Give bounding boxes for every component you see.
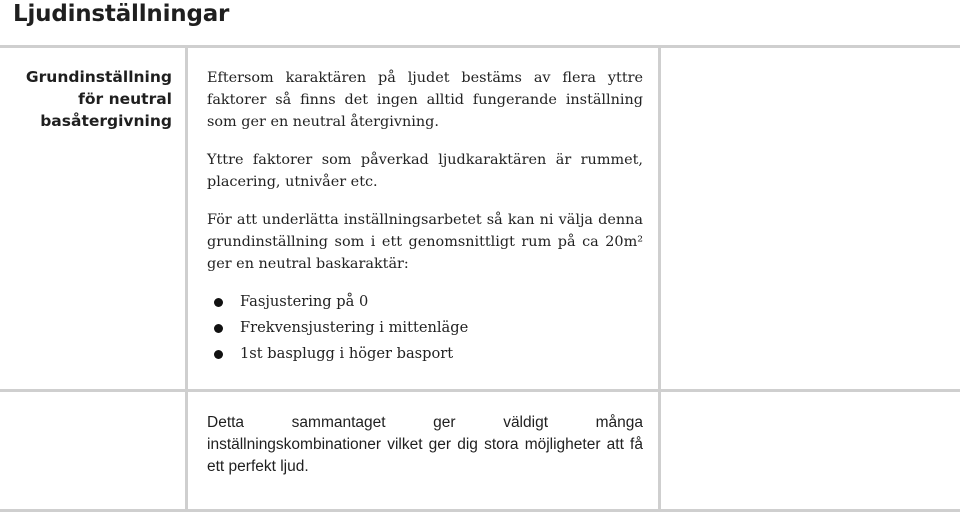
section-content <box>207 67 643 367</box>
summary-column-divider-right <box>658 389 661 511</box>
bullet-icon <box>214 298 223 307</box>
bullet-icon <box>214 350 223 359</box>
table-column-divider <box>185 45 188 390</box>
table-top-rule <box>0 45 960 48</box>
section-heading: Grundinställning för neutral basåtergivning <box>25 68 172 130</box>
list-item-text: Frekvensjustering i mittenläge <box>240 319 469 336</box>
summary-paragraph: Detta sammantaget ger väldigt många inställningskombinationer vilket ger dig stora möjligheter att få ett perfekt ljud. <box>207 414 643 475</box>
settings-list <box>207 289 643 367</box>
list-item-text: 1st basplugg i höger basport <box>240 345 454 362</box>
table-bottom-rule <box>0 509 960 512</box>
page-title: Ljudinställningar <box>13 1 230 27</box>
list-item <box>207 315 643 341</box>
table-middle-rule <box>0 389 960 392</box>
bullet-icon <box>214 324 223 333</box>
recommendation-paragraph: För att underlätta inställningsarbetet så kan ni välja denna grundinställning som i ett genomsnittligt rum på ca 20m² ger en neutral baskaraktär: <box>207 212 643 272</box>
list-item-text: Fasjustering på 0 <box>240 293 369 310</box>
summary-column-divider <box>185 389 188 511</box>
list-item <box>207 289 643 315</box>
external-factors-paragraph: Yttre faktorer som påverkad ljudkaraktären är rummet, placering, utnivåer etc. <box>207 152 643 190</box>
table-column-divider-right <box>658 45 661 390</box>
intro-paragraph: Eftersom karaktären på ljudet bestäms av flera yttre faktorer så finns det ingen alltid fungerande inställning som ger en neutral återgivning. <box>207 70 643 130</box>
list-item <box>207 341 643 367</box>
